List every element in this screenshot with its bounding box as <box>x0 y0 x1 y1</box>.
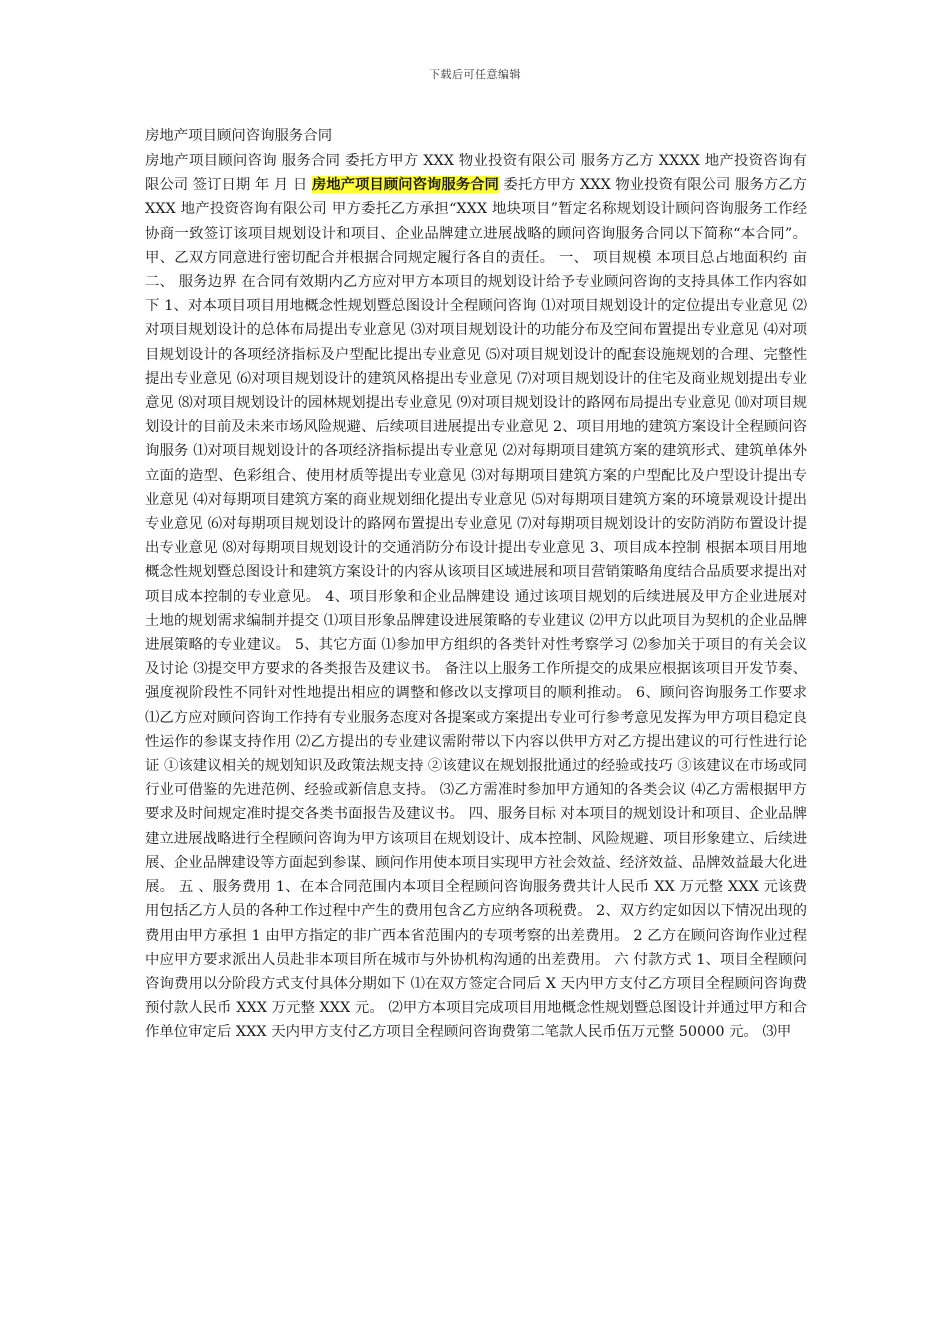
highlighted-contract-title: 房地产项目顾问咨询服务合同 <box>311 176 499 194</box>
body-text-intro: 房地产项目顾问咨询 服务合同 委托方甲方 XXX 物业投资有限公司 服务方乙方 XXXX 地产投资咨询有限公司 签订日期 年 月 日 <box>145 153 807 194</box>
document-title: 房地产项目顾问咨询服务合同 <box>145 128 333 144</box>
body-text-main: 委托方甲方 XXX 物业投资有限公司 服务方乙方 XXX 地产投资咨询有限公司 甲方委托乙方承担“XXX 地块项目”暂定名称规划设计顾问咨询服务工作经协商一致签订该项目规划设计和项目、企业品牌建立进展战略的顾问咨询服务合同以下简称“本合同”。甲、乙双方同意进行密切配合并根据合同规定履行各自的责任。 一、 项目规模 本项目总占地面积约 亩 二、 服务边界 在合同有效期内乙方应对甲方本项目的规划设计给予专业顾问咨询的支持具体工作内容如下 1、对本项目项目用地概念性规划暨总图设计全程顾问咨询 ⑴对项目规划设计的定位提出专业意见 ⑵对项目规划设计的总体布局提出专业意见 ⑶对项目规划设计的功能分布及空间布置提出专业意见 ⑷对项目规划设计的各项经济指标及户型配比提出专业意见 ⑸对项目规划设计的配套设施规划的合理、完整性提出专业意见 ⑹对项目规划设计的建筑风格提出专业意见 ⑺对项目规划设计的住宅及商业规划提出专业意见 ⑻对项目规划设计的园林规划提出专业意见 ⑼对项目规划设计的路网布局提出专业意见 ⑽对项目规划设计的目前及未来市场风险规避、后续项目进展提出专业意见 2、项目用地的建筑方案设计全程顾问咨询服务 ⑴对项目规划设计的各项经济指标提出专业意见 ⑵对每期项目建筑方案的建筑形式、建筑单体外立面的造型、色彩组合、使用材质等提出专业意见 ⑶对每期项目建筑方案的户型配比及户型设计提出专业意见 ⑷对每期项目建筑方案的商业规划细化提出专业意见 ⑸对每期项目建筑方案的环境景观设计提出专业意见 ⑹对每期项目规划设计的路网布置提出专业意见 ⑺对每期项目规划设计的安防消防布置设计提出专业意见 ⑻对每期项目规划设计的交通消防分布设计提出专业意见 3、项目成本控制 根据本项目用地概念性规划暨总图设计和建筑方案设计的内容从该项目区域进展和项目营销策略角度结合品质要求提出对项目成本控制的专业意见。 4、项目形象和企业品牌建设 通过该项目规划的后续进展及甲方企业进展对土地的规划需求编制并提交 ⑴项目形象品牌建设进展策略的专业建议 ⑵甲方以此项目为契机的企业品牌进展策略的专业建议。 5、其它方面 ⑴参加甲方组织的各类针对性考察学习 ⑵参加关于项目的有关会议及讨论 ⑶提交甲方要求的各类报告及建议书。 备注以上服务工作所提交的成果应根据该项目开发节奏、强度视阶段性不同针对性地提出相应的调整和修改以支撑项目的顺利推动。 6、顾问咨询服务工作要求 ⑴乙方应对顾问咨询工作持有专业服务态度对各提案或方案提出专业可行参考意见发挥为甲方项目稳定良性运作的参谋支持作用 ⑵乙方提出的专业建议需附带以下内容以供甲方对乙方提出建议的可行性进行论证 ①该建议相关的规划知识及政策法规支持 ②该建议在规划报批通过的经验或技巧 ③该建议在市场或同行业可借鉴的先进范例、经验或新信息支持。 ⑶乙方需准时参加甲方通知的各类会议 ⑷乙方需根据甲方要求及时间规定准时提交各类书面报告及建议书。 四、服务目标 对本项目的规划设计和项目、企业品牌建立进展战略进行全程顾问咨询为甲方该项目在规划设计、成本控制、风险规避、项目形象建立、后续进展、企业品牌建设等方面起到参谋、顾问作用使本项目实现甲方社会效益、经济效益、品牌效益最大化进展。 五 、服务费用 1、在本合同范围内本项目全程顾问咨询服务费共计人民币 XX 万元整 XXX 元该费用包括乙方人员的各种工作过程中产生的费用包含乙方应纳各项税费。 2、双方约定如因以下情况出现的费用由甲方承担 1 由甲方指定的非广西本省范围内的专项考察的出差费用。 2 乙方在顾问咨询作业过程中应甲方要求派出人员赴非本项目所在城市与外协机构沟通的出差费用。 六 付款方式 1、项目全程顾问咨询费用以分阶段方式支付具体分期如下 ⑴在双方签定合同后 X 天内甲方支付乙方项目全程顾问咨询费预付款人民币 XXX 万元整 XXX 元。 ⑵甲方本项目完成项目用地概念性规划暨总图设计并通过甲方和合作单位审定后 XXX 天内甲方支付乙方项目全程顾问咨询费第二笔款人民币伍万元整 50000 元。 ⑶甲 <box>145 177 807 1041</box>
document-body <box>145 149 807 1045</box>
header-note: 下载后可任意编辑 <box>429 68 521 81</box>
